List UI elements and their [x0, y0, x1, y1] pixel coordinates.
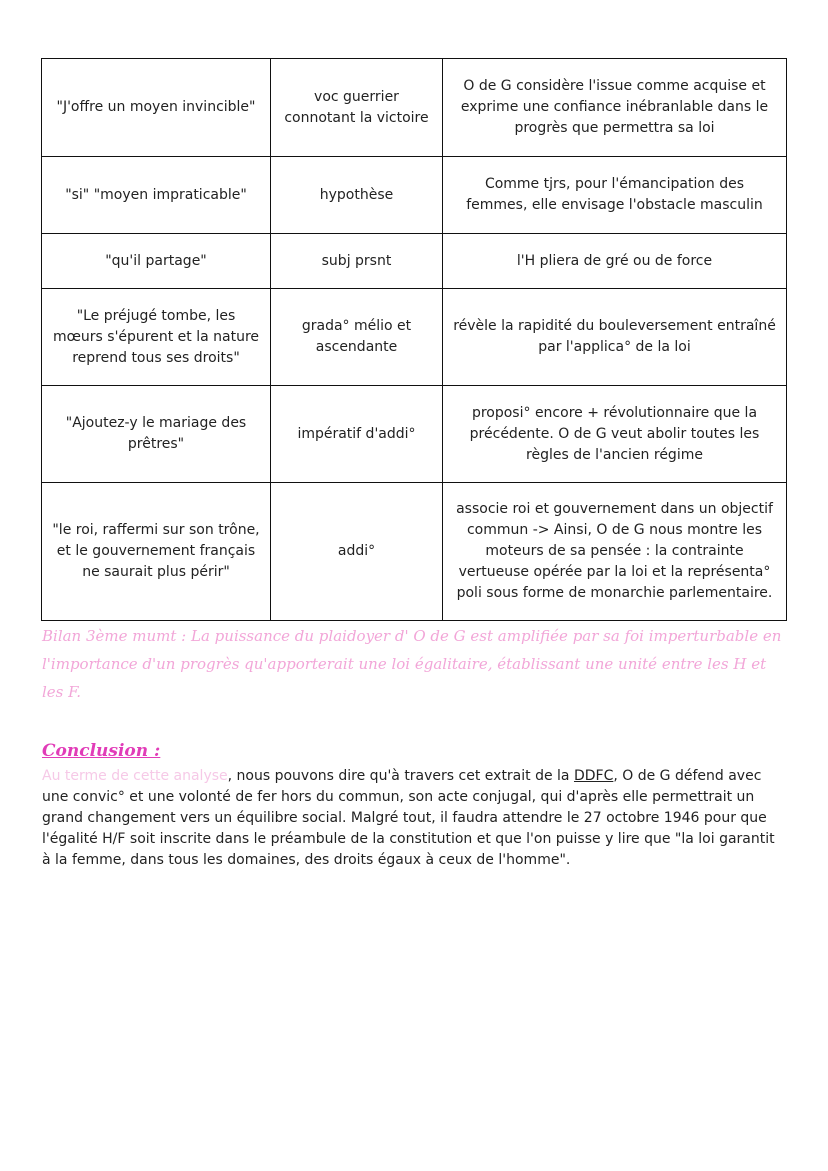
quote-cell: "le roi, raffermi sur son trône, et le gouvernement français ne saurait plus périr" [42, 483, 271, 621]
interpretation-cell: O de G considère l'issue comme acquise et exprime une confiance inébranlable dans le progrès que permettra sa loi [443, 59, 787, 157]
conclusion-title: Conclusion : [42, 741, 161, 761]
table-row [42, 234, 787, 289]
conclusion-paragraph [42, 766, 782, 871]
interpretation-cell: révèle la rapidité du bouleversement entraîné par l'applica° de la loi [443, 289, 787, 386]
bilan-summary: Bilan 3ème mumt : La puissance du plaidoyer d' O de G est amplifiée par sa foi imperturbable en l'importance d'un progrès qu'apporterait une loi égalitaire, établissant une unité entre les H et les F. [42, 627, 782, 701]
conclusion-text-2: , O de G défend avec une convic° et une volonté de fer hors du commun, son acte conjugal, qui d'après elle permettrait un grand changement vers un équilibre social. Malgré tout, il faudra attendre le 27 octobre 1946 pour que l'égalité H/F soit inscrite dans le préambule de la constitution et que l'on puisse y lire que "la loi garantit à la femme, dans tous les domaines, des droits égaux à ceux de l'homme". [42, 768, 775, 868]
process-cell: impératif d'addi° [271, 386, 443, 483]
table-row [42, 386, 787, 483]
conclusion-lead: Au terme de cette analyse [42, 768, 228, 784]
process-cell: subj prsnt [271, 234, 443, 289]
process-cell: addi° [271, 483, 443, 621]
process-cell: voc guerrier connotant la victoire [271, 59, 443, 157]
interpretation-cell: proposi° encore + révolutionnaire que la précédente. O de G veut abolir toutes les règles de l'ancien régime [443, 386, 787, 483]
interpretation-cell: associe roi et gouvernement dans un objectif commun -> Ainsi, O de G nous montre les moteurs de sa pensée : la contrainte vertueuse opérée par la loi et la représenta° poli sous forme de monarchie parlementaire. [443, 483, 787, 621]
quote-cell: "Ajoutez-y le mariage des prêtres" [42, 386, 271, 483]
interpretation-cell: Comme tjrs, pour l'émancipation des femmes, elle envisage l'obstacle masculin [443, 157, 787, 234]
ddfc-link[interactable]: DDFC [573, 768, 614, 784]
quote-cell: "qu'il partage" [42, 234, 271, 289]
interpretation-cell: l'H pliera de gré ou de force [443, 234, 787, 289]
quote-cell: "J'offre un moyen invincible" [42, 59, 271, 157]
conclusion-text-1: , nous pouvons dire qu'à travers cet extrait de la [227, 768, 574, 784]
table-row [42, 59, 787, 157]
analysis-table [41, 58, 787, 621]
process-cell: grada° mélio et ascendante [271, 289, 443, 386]
quote-cell: "Le préjugé tombe, les mœurs s'épurent et la nature reprend tous ses droits" [42, 289, 271, 386]
table-row [42, 483, 787, 621]
quote-cell: "si" "moyen impraticable" [42, 157, 271, 234]
table-row [42, 289, 787, 386]
table-row [42, 157, 787, 234]
process-cell: hypothèse [271, 157, 443, 234]
